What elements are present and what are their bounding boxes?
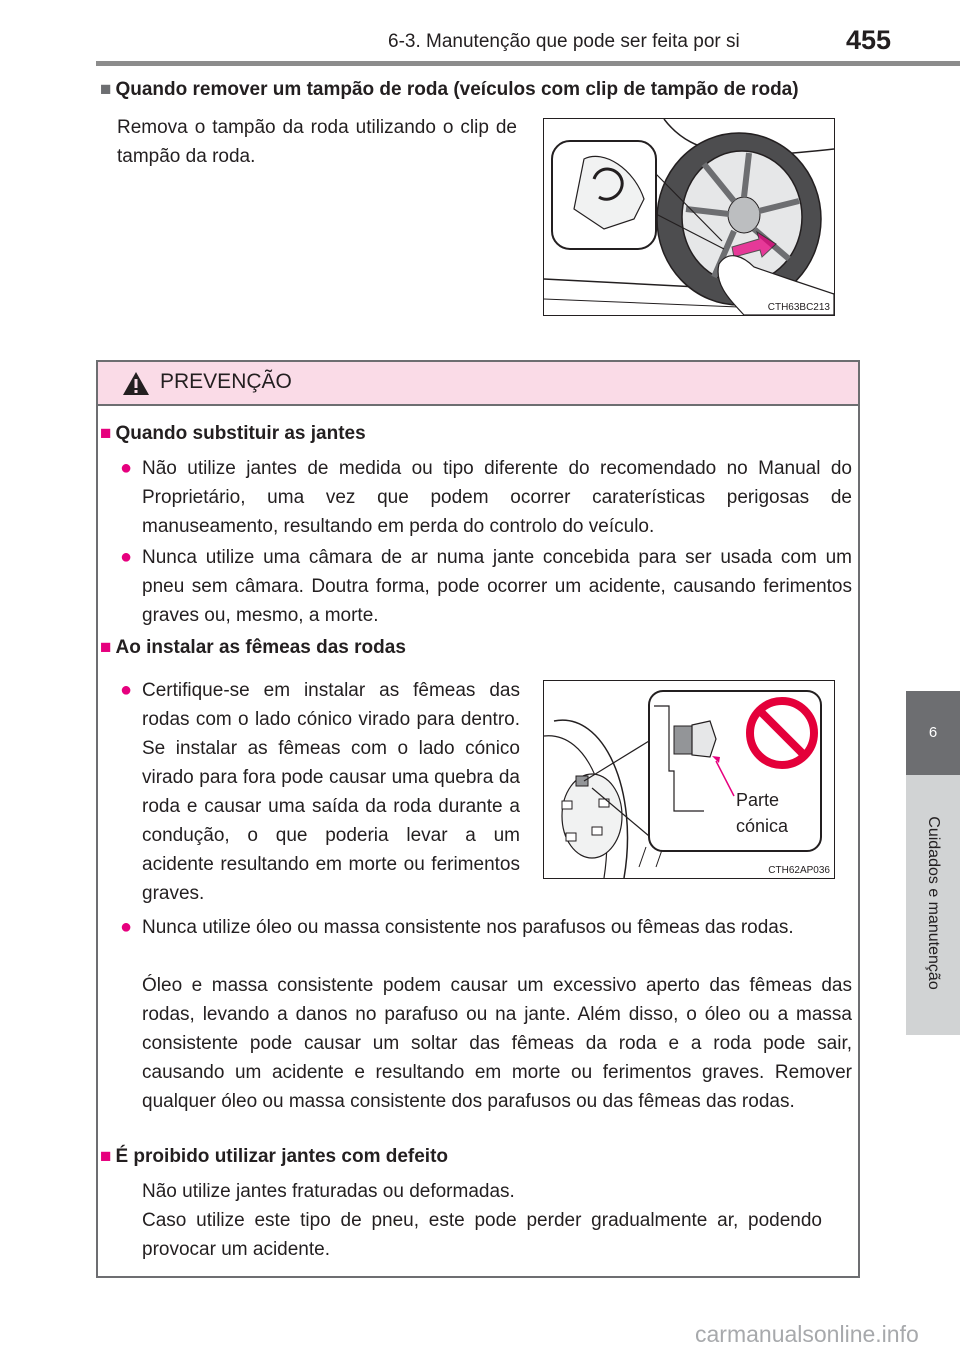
bullet-text: Certifique-se em instalar as fêmeas das rodas com o lado cónico virado para dentro. Se instalar as fêmeas com o lado cónico virado para fora pode causar uma quebra da roda e causar uma saída da roda durante a condução, o que poderia levar a um acidente resultando em morte ou ferimentos graves. [142, 680, 520, 904]
warning-bullet [120, 454, 852, 541]
warning-paragraph: Óleo e massa consistente podem causar um excessivo aperto das fêmeas das rodas, levando a danos no parafuso ou na jante. Além disso, o óleo ou a massa consistente pode causar um soltar das fêmeas da roda e a roda pode sair, causando um acidente e resultando em morte ou ferimentos graves. Remover qualquer óleo ou massa consistente dos parafusos ou das fêmeas das rodas. [142, 975, 852, 1112]
section-heading-text: Quando remover um tampão de roda (veículos com clip de tampão de roda) [115, 79, 799, 100]
chapter-number: 6 [928, 724, 938, 741]
wheel-nut-illustration [544, 681, 834, 878]
header-section-title: 6-3. Manutenção que pode ser feita por si [388, 31, 740, 52]
warning-paragraph: Não utilize jantes fraturadas ou deformadas. [142, 1181, 515, 1202]
wheel-cap-figure [543, 118, 835, 316]
section-heading [100, 79, 799, 101]
warning-title: PREVENÇÃO [160, 370, 292, 393]
bullet-text: Não utilize jantes de medida ou tipo diferente do recomendado no Manual do Proprietário, uma vez que podem ocorrer caraterísticas perigosas de manuseamento, resultando em perda do controlo do veículo. [142, 458, 852, 537]
subheading-marker: ■ [100, 637, 112, 658]
section-text: Remova o tampão da roda utilizando o clip de tampão da roda. [117, 117, 517, 167]
bullet-dot-icon: ● [120, 916, 133, 938]
subheading-text: Ao instalar as fêmeas das rodas [115, 637, 406, 658]
bullet-dot-icon: ● [120, 546, 133, 568]
subheading-text: Quando substituir as jantes [115, 423, 366, 444]
subheading-marker: ■ [100, 423, 112, 444]
bullet-dot-icon: ● [120, 457, 133, 479]
warning-bullet [120, 676, 520, 908]
wheel-cap-illustration [544, 119, 834, 315]
bullet-text: Nunca utilize uma câmara de ar numa jante concebida para ser usada com um pneu sem câmara. Doutra forma, pode ocorrer um acidente, causando ferimentos graves ou, mesmo, a morte. [142, 547, 852, 626]
chapter-title: Cuidados e manutenção [925, 816, 942, 990]
conical-part-label: Parte cónica [736, 790, 789, 836]
subheading-marker: ■ [100, 1146, 112, 1167]
section-marker: ■ [100, 79, 112, 100]
warning-subheading [100, 637, 406, 659]
warning-bullet [120, 913, 852, 942]
warning-bullet [120, 543, 852, 630]
header-rule [96, 61, 960, 66]
wheel-nut-figure [543, 680, 835, 879]
warning-triangle-icon [122, 371, 150, 401]
bullet-text: Nunca utilize óleo ou massa consistente nos parafusos ou fêmeas das rodas. [142, 917, 794, 938]
bullet-dot-icon: ● [120, 679, 133, 701]
warning-header [98, 362, 858, 406]
chapter-tab [906, 691, 960, 775]
page-number: 455 [846, 25, 892, 55]
warning-paragraph: Caso utilize este tipo de pneu, este pode perder gradualmente ar, podendo provocar um acidente. [142, 1210, 822, 1260]
warning-subheading [100, 1146, 448, 1168]
figure-code: CTH62AP036 [768, 865, 830, 876]
subheading-text: É proibido utilizar jantes com defeito [115, 1146, 449, 1167]
figure-code: CTH63BC213 [767, 302, 830, 313]
warning-subheading [100, 423, 366, 445]
watermark: carmanualsonline.info [695, 1321, 919, 1347]
